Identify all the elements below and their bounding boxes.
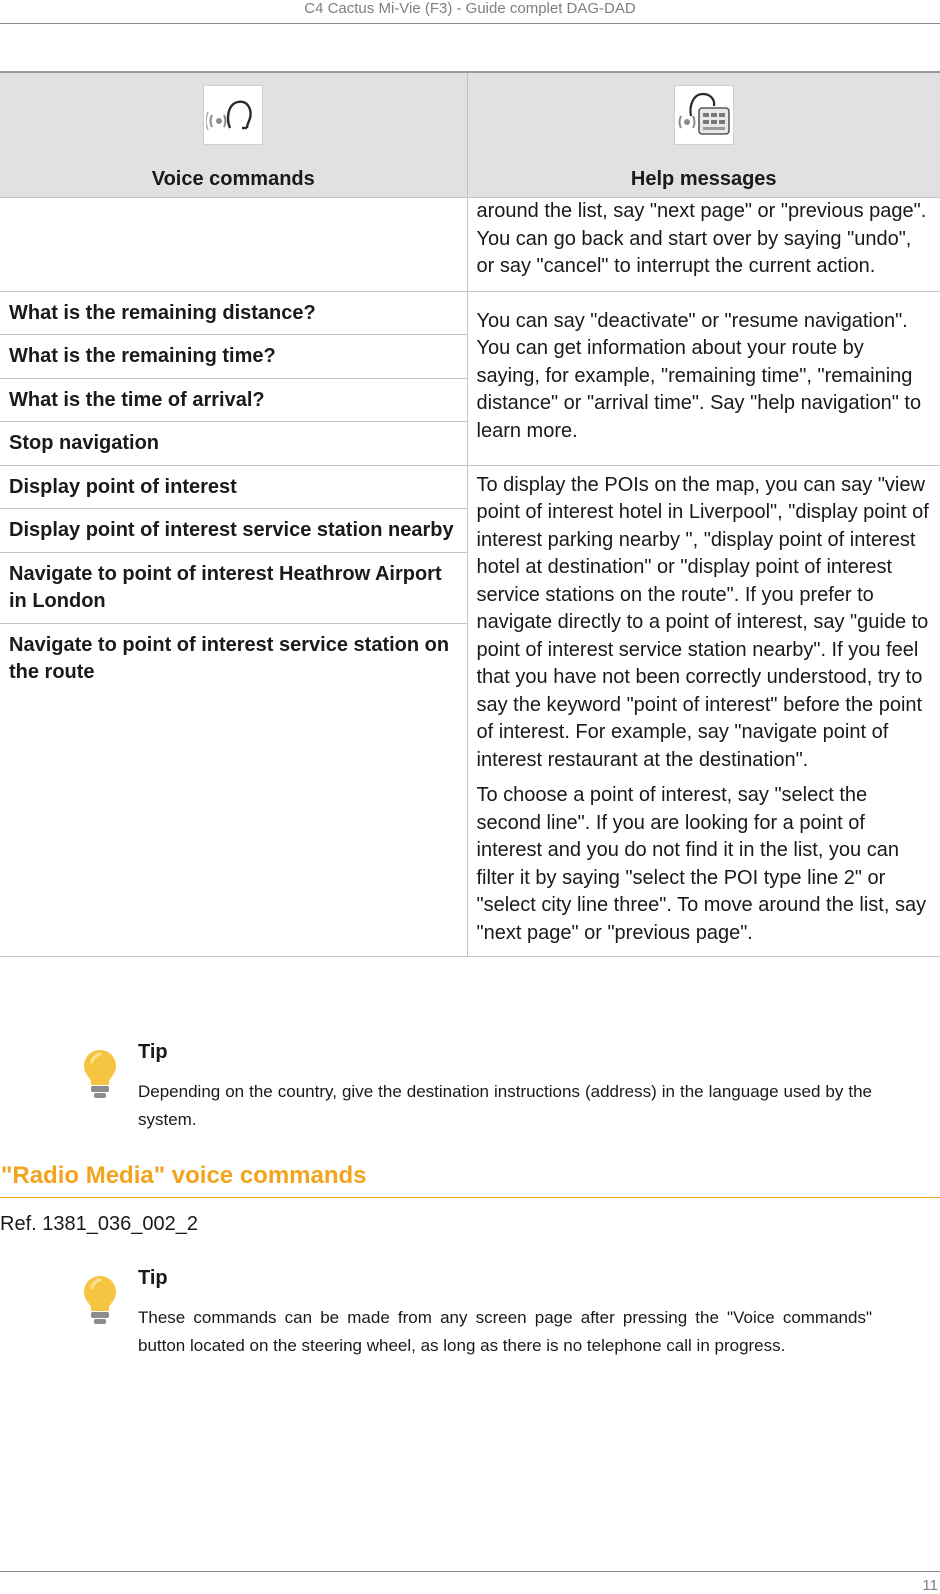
voice-commands-table — [0, 71, 940, 957]
help-text: around the list, say "next page" or "previous page". You can go back and start over by saying "undo", or say "cancel" to interrupt the current action. — [476, 200, 927, 277]
help-messages-column-header — [467, 72, 940, 198]
tip-title: Tip — [138, 1041, 168, 1063]
help-text: To choose a point of interest, say "select the second line". If you are looking for a point of interest and you do not find it in the list, you can filter it by saying "select the POI type line 2" or "select city line three". To move around the list, say "next page" or "previous page". — [476, 784, 927, 944]
table-row — [0, 198, 940, 292]
page-header — [0, 0, 940, 24]
voice-commands-label: Voice commands — [151, 168, 315, 190]
page-number: 11 — [922, 1577, 938, 1594]
help-message-icon — [674, 85, 734, 145]
command-remaining-distance: What is the remaining distance? — [0, 292, 467, 336]
help-messages-label: Help messages — [630, 168, 777, 190]
document-title: C4 Cactus Mi-Vie (F3) - Guide complet DAG-DAD — [304, 0, 636, 17]
table-header-row — [0, 72, 940, 198]
lightbulb-icon — [82, 1274, 118, 1326]
command-navigate-poi-service-station-route: Navigate to point of interest service station on the route — [9, 633, 450, 683]
reference-number: Ref. 1381_036_002_2 — [0, 1213, 198, 1235]
help-text: You can say "deactivate" or "resume navigation". You can get information about your route by saying, for example, "remaining time", "remaining distance" or "arrival time". Say "help navigation" to learn more. — [476, 309, 922, 442]
command-display-poi-service-station: Display point of interest service station nearby — [0, 509, 467, 553]
command-remaining-time: What is the remaining time? — [0, 335, 467, 379]
section-heading — [0, 1162, 940, 1198]
command-time-of-arrival: What is the time of arrival? — [0, 379, 467, 423]
tip-box — [82, 1040, 872, 1130]
page-footer — [0, 1571, 940, 1594]
table-row — [0, 291, 940, 465]
lightbulb-icon — [82, 1048, 118, 1100]
tip-text: These commands can be made from any screen page after pressing the "Voice commands" button located on the steering wheel, as long as there is no telephone call in progress. — [138, 1308, 872, 1355]
help-cell-navigation — [467, 291, 940, 465]
help-cell-continuation — [467, 198, 940, 292]
empty-command-cell — [0, 198, 467, 292]
command-stop-navigation: Stop navigation — [9, 432, 159, 454]
command-display-poi: Display point of interest — [0, 466, 467, 510]
tip-text: Depending on the country, give the destination instructions (address) in the language used by the system. — [138, 1082, 872, 1129]
command-cell-navigation — [0, 291, 467, 465]
help-cell-poi — [467, 465, 940, 957]
tip-box — [82, 1266, 872, 1386]
help-text: To display the POIs on the map, you can say "view point of interest hotel in Liverpool", "display point of interest parking nearby ", "display point of interest hotel at destination" or "display point of interest service stations on the route". If you prefer to navigate directly to a point of interest, say "guide to point of interest service station nearby". If you feel that you have not been correctly understood, try to say the keyword "point of interest" before the point of interest. For example, say "navigate point of interest restaurant at the destination". — [476, 473, 929, 771]
command-navigate-poi-heathrow: Navigate to point of interest Heathrow Airport in London — [0, 553, 467, 624]
tip-title: Tip — [138, 1267, 168, 1289]
command-cell-poi — [0, 465, 467, 957]
table-row — [0, 465, 940, 957]
voice-command-icon — [203, 85, 263, 145]
section-title-text: "Radio Media" voice commands — [1, 1162, 367, 1189]
voice-commands-column-header — [0, 72, 467, 198]
